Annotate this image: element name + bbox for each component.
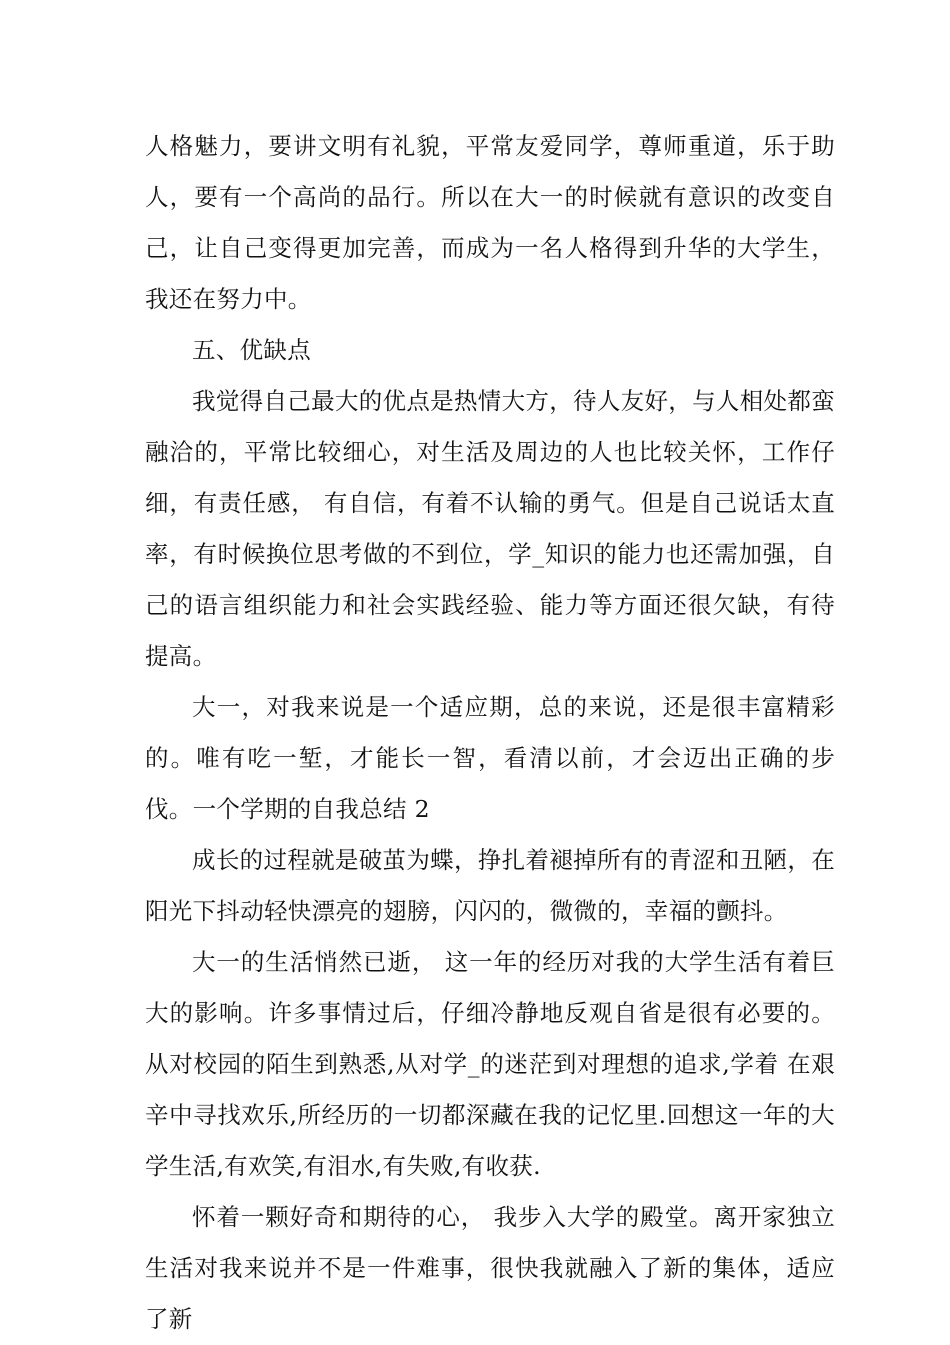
paragraph-5: 成长的过程就是破茧为蝶，挣扎着褪掉所有的青涩和丑陋，在阳光下抖动轻快漂亮的翅膀，闪闪的，微微的，幸福的颤抖。 [145,846,835,925]
paragraph-7: 怀着一颗好奇和期待的心， 我步入大学的殿堂。离开家独立生活对我来说并不是一件难事，很快我就融入了新的集体，适应了新 [145,1203,835,1333]
paragraph-1: 人格魅力，要讲文明有礼貌，平常友爱同学，尊师重道，乐于助人，要有一个高尚的品行。所以在大一的时候就有意识的改变自己，让自己变得更加完善，而成为一名人格得到升华的大学生，我还在努力中。 [145,132,835,313]
paragraph-6: 大一的生活悄然已逝， 这一年的经历对我的大学生活有着巨大的影响。许多事情过后，仔细冷静地反观自省是很有必要的。从对校园的陌生到熟悉,从对学_的迷茫到对理想的追求,学着 在艰辛中寻找欢乐,所经历的一切都深藏在我的记忆里.回想这一年的大学生活,有欢笑,有泪水,有失败,有收获. [145,948,835,1180]
paragraph-4: 大一，对我来说是一个适应期，总的来说，还是很丰富精彩的。唯有吃一堑，才能长一智，看清以前，才会迈出正确的步伐。一个学期的自我总结 2 [145,693,835,823]
document-body [145,121,835,1345]
section-heading-strengths-weaknesses: 五、优缺点 [192,336,311,364]
paragraph-3: 我觉得自己最大的优点是热情大方，待人友好，与人相处都蛮融洽的，平常比较细心，对生活及周边的人也比较关怀，工作仔细，有责任感， 有自信，有着不认输的勇气。但是自己说话太直率，有时候换位思考做的不到位，学_知识的能力也还需加强，自己的语言组织能力和社会实践经验、能力等方面还很欠缺，有待提高。 [145,387,835,670]
